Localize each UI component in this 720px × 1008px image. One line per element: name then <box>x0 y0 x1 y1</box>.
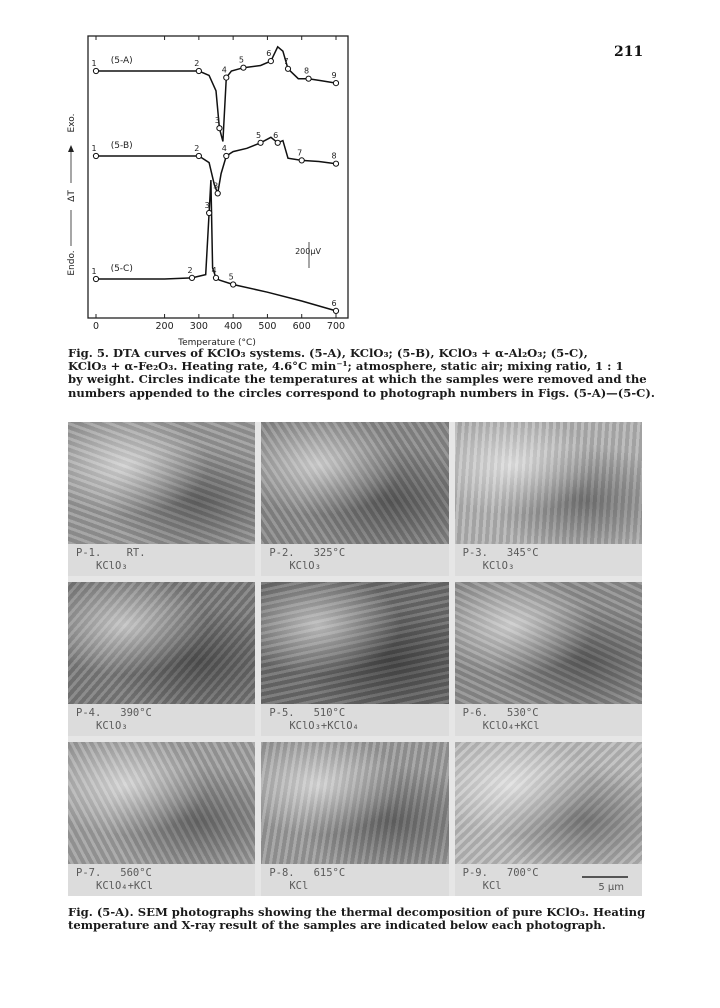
sem-photo <box>68 742 255 864</box>
sem-photo <box>68 422 255 544</box>
sem-label-phase: KClO₃ <box>482 560 515 572</box>
scale-bar <box>582 876 628 878</box>
figA-caption <box>68 906 668 932</box>
x-tick-label: 200 <box>155 321 174 332</box>
series-marker-label-2: 8 <box>331 151 337 161</box>
x-tick-label: 0 <box>92 321 100 332</box>
x-tick-label: 300 <box>189 321 208 332</box>
sem-panel-3 <box>455 422 642 576</box>
y-label-exo: Exo. <box>67 113 77 133</box>
series-marker-label-1: 2 <box>194 59 200 68</box>
fig5-caption-line-4: numbers appended to the circles correspond to photograph numbers in Figs. (5-A)—(5-C). <box>68 385 655 400</box>
series-marker-1 <box>268 59 273 64</box>
series-marker-1 <box>241 65 246 70</box>
series-marker-label-3: 2 <box>187 265 193 275</box>
sem-panel-2 <box>261 422 448 576</box>
series-marker-2 <box>299 158 304 163</box>
series-label-1: (5-A) <box>110 56 133 66</box>
series-marker-label-2: 1 <box>91 144 97 153</box>
series-marker-1 <box>285 66 290 71</box>
sem-caption-strip <box>68 704 255 736</box>
series-marker-2 <box>258 140 263 145</box>
x-tick-label: 600 <box>292 321 311 332</box>
series-marker-2 <box>93 153 98 158</box>
sem-caption-strip <box>261 544 448 576</box>
sem-label-temperature: P-2. 325°C <box>269 547 346 559</box>
series-line-3 <box>96 180 336 311</box>
series-marker-label-3: 1 <box>91 267 97 276</box>
series-label-3: (5-C) <box>110 264 133 274</box>
figA-caption-line-2: temperature and X-ray result of the samples are indicated below each photograph. <box>68 918 606 933</box>
sem-photo <box>455 422 642 544</box>
series-marker-label-1: 3 <box>214 116 220 126</box>
series-marker-label-1: 4 <box>221 65 227 75</box>
series-marker-3 <box>189 275 194 280</box>
sem-label-temperature: P-6. 530°C <box>462 707 539 719</box>
series-marker-label-3: 6 <box>331 298 337 308</box>
sem-photo <box>455 742 642 864</box>
sem-caption-strip <box>261 704 448 736</box>
x-tick-label: 400 <box>224 321 243 332</box>
sem-label-phase: KClO₃ <box>289 560 321 572</box>
scale-label: 200μV <box>295 247 321 256</box>
fig5-caption-line-2: KClO₃ + α-Fe₂O₃. Heating rate, 4.6°C min⁻¹; atmosphere, static air; mixing ratio, 1 : 1 <box>68 359 624 374</box>
sem-label-temperature: P-1. RT. <box>76 547 146 559</box>
y-label-dt: ΔT <box>67 190 77 202</box>
sem-caption-strip <box>455 544 642 576</box>
x-tick-label: 500 <box>258 321 277 332</box>
sem-photo <box>261 742 448 864</box>
sem-panel-6 <box>455 582 642 736</box>
series-marker-label-1: 6 <box>266 49 272 59</box>
sem-label-phase: KClO₃ <box>96 560 128 572</box>
x-axis-label: Temperature (°C) <box>178 338 256 348</box>
sem-label-temperature: P-4. 390°C <box>76 707 152 719</box>
sem-label-temperature: P-8. 615°C <box>269 867 346 879</box>
series-marker-label-1: 1 <box>91 59 97 68</box>
fig5-caption-line-3: by weight. Circles indicate the temperatures at which the samples were removed and the <box>68 372 647 387</box>
series-marker-1 <box>333 81 338 86</box>
sem-panel-9 <box>455 742 642 896</box>
sem-label-temperature: P-3. 345°C <box>462 547 539 559</box>
series-marker-3 <box>93 276 98 281</box>
sem-panel-8 <box>261 742 448 896</box>
series-marker-1 <box>93 68 98 73</box>
series-marker-label-2: 6 <box>273 130 279 140</box>
page-number: 211 <box>614 44 644 60</box>
sem-caption-strip <box>68 864 255 896</box>
sem-label-phase: KCl <box>482 880 502 892</box>
fig5-caption <box>68 347 668 400</box>
dta-chart <box>60 28 360 352</box>
series-marker-1 <box>306 76 311 81</box>
series-marker-label-3: 5 <box>228 272 234 282</box>
y-arrowhead-up <box>68 145 74 152</box>
sem-caption-strip <box>455 704 642 736</box>
series-marker-label-1: 7 <box>283 56 289 66</box>
series-marker-1 <box>196 68 201 73</box>
sem-panel-1 <box>68 422 255 576</box>
sem-caption-strip <box>455 864 642 896</box>
series-marker-2 <box>333 161 338 166</box>
series-marker-3 <box>231 282 236 287</box>
series-marker-2 <box>275 140 280 145</box>
series-marker-label-3: 3 <box>204 201 210 210</box>
series-label-2: (5-B) <box>110 141 133 151</box>
sem-label-temperature: P-9. 700°C <box>462 867 539 879</box>
series-marker-label-2: 4 <box>221 144 227 153</box>
sem-photo <box>261 582 448 704</box>
sem-panel-7 <box>68 742 255 896</box>
series-marker-label-1: 8 <box>304 66 310 76</box>
series-marker-label-1: 5 <box>238 55 244 65</box>
series-marker-label-3: 4 <box>211 265 217 275</box>
sem-panel-4 <box>68 582 255 736</box>
sem-photo <box>68 582 255 704</box>
sem-panel-5 <box>261 582 448 736</box>
series-marker-label-1: 9 <box>331 71 337 81</box>
series-marker-2 <box>196 153 201 158</box>
figA-caption-line-1: Fig. (5-A). SEM photographs showing the thermal decomposition of pure KClO₃. Heating <box>68 905 646 919</box>
series-marker-label-2: 2 <box>194 144 200 153</box>
fig5-caption-line-1: Fig. 5. DTA curves of KClO₃ systems. (5-A), KClO₃; (5-B), KClO₃ + α-Al₂O₃; (5-C), <box>68 346 588 360</box>
sem-label-phase: KClO₃ <box>96 720 128 732</box>
x-tick-label: 700 <box>326 321 346 332</box>
scale-bar-label: 5 μm <box>598 882 624 893</box>
sem-label-phase: KClO₃+KClO₄ <box>289 720 359 732</box>
series-marker-3 <box>333 308 338 313</box>
series-marker-label-2: 3 <box>213 181 219 191</box>
sem-caption-strip <box>261 864 448 896</box>
sem-photo <box>455 582 642 704</box>
series-marker-3 <box>207 210 212 215</box>
series-marker-1 <box>217 126 222 131</box>
series-marker-1 <box>224 75 229 80</box>
sem-label-temperature: P-7. 560°C <box>76 867 152 879</box>
y-label-endo: Endo. <box>67 250 77 276</box>
sem-label-temperature: P-5. 510°C <box>269 707 346 719</box>
series-marker-2 <box>224 153 229 158</box>
sem-caption-strip <box>68 544 255 576</box>
series-marker-label-2: 5 <box>256 130 262 140</box>
sem-label-phase: KClO₄+KCl <box>482 720 540 732</box>
sem-photo-grid <box>68 422 642 896</box>
series-marker-2 <box>215 191 220 196</box>
series-marker-label-2: 7 <box>297 148 303 158</box>
sem-label-phase: KCl <box>289 880 309 892</box>
series-marker-3 <box>213 275 218 280</box>
sem-label-phase: KClO₄+KCl <box>96 880 153 892</box>
sem-photo <box>261 422 448 544</box>
